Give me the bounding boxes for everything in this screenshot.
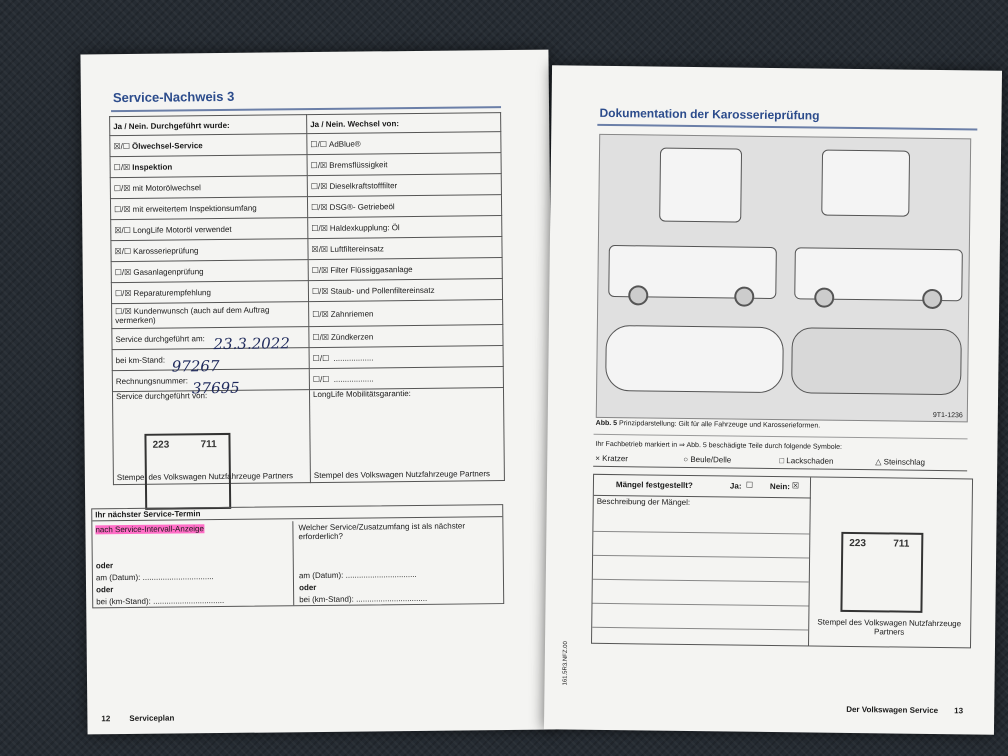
page-number: 12 — [101, 714, 111, 724]
checkbox-icon: ☐/☒ — [114, 267, 132, 277]
next-question: Welcher Service/Zusatzumfang ist als nächster erforderlich? — [298, 521, 466, 542]
legend-dent: ○ Beule/Delle — [683, 454, 732, 465]
van-top-view — [605, 325, 784, 393]
nein-checkbox[interactable]: ☒ — [791, 481, 800, 491]
wheel-icon — [922, 289, 942, 309]
title-rule — [597, 124, 977, 131]
checkbox-row[interactable]: ☐/☒ Zündkerzen — [309, 325, 503, 348]
wheel-icon — [734, 287, 754, 307]
next-service-box — [91, 504, 504, 608]
defects-question-row: Mängel festgestellt? Ja: ☐ Nein: ☒ — [594, 475, 811, 499]
van-underbody-view — [791, 327, 962, 395]
left-page — [80, 50, 555, 735]
description-lines — [592, 508, 809, 631]
checkbox-row[interactable]: ☐/☒ mit erweitertem Inspektionsumfang — [110, 197, 307, 220]
legend-scratch: × Kratzer — [595, 453, 629, 464]
checkbox-icon: ☐/☐ — [312, 353, 330, 363]
checkbox-row[interactable]: ☐/☒ Inspektion — [110, 155, 307, 178]
checkbox-icon: ☐/☒ — [312, 309, 329, 319]
right-page — [544, 65, 1002, 734]
circle-icon: ○ — [683, 454, 689, 464]
checkbox-row[interactable]: ☒/☐ Ölwechsel-Service — [110, 134, 307, 157]
legend-stone: △ Steinschlag — [875, 457, 926, 467]
checkbox-icon: ☐/☒ — [114, 204, 131, 214]
oder-label: oder — [95, 561, 114, 571]
longlife-cell[interactable]: LongLife Mobilitätsgarantie: Stempel des Volkswagen Nutzfahrzeuge Partners — [309, 388, 504, 483]
next-service-header: Ihr nächster Service-Termin — [92, 505, 502, 521]
defects-box — [591, 474, 973, 649]
date-field[interactable]: am (Datum): ................................ — [95, 572, 214, 583]
vehicle-diagram — [596, 134, 971, 423]
page-section: Serviceplan — [129, 713, 175, 723]
checkbox-row[interactable]: ☐/☒ Bremsflüssigkeit — [307, 153, 501, 176]
col1-header: Ja / Nein. Durchgeführt wurde: — [110, 115, 307, 136]
checkbox-row[interactable]: ☒/☐ LongLife Motoröl verwendet — [111, 218, 308, 241]
wheel-icon — [814, 287, 834, 307]
invoice-cell[interactable]: Rechnungsnummer: — [112, 369, 309, 392]
checkbox-row[interactable]: ☐/☒ DSG®- Getriebeöl — [307, 195, 501, 218]
handwritten-invoice: 37695 — [191, 378, 240, 398]
handwritten-km: 97267 — [171, 357, 220, 376]
checkbox-row[interactable]: ☐/☐ .................. — [309, 367, 503, 390]
dealer-stamp: 223 711 — [840, 532, 923, 613]
legend-paint: □ Lackschaden — [779, 456, 834, 466]
triangle-icon: △ — [875, 457, 882, 467]
checkbox-icon: ☒/☐ — [114, 225, 131, 235]
checkbox-icon: ☐/☐ — [312, 374, 330, 384]
checkbox-row[interactable]: ☒/☒ Luftfiltereinsatz — [308, 237, 502, 260]
service-date-cell[interactable]: Service durchgeführt am: — [112, 327, 309, 350]
page-title: Dokumentation der Karosserieprüfung — [599, 105, 820, 123]
service-table — [109, 112, 505, 485]
checkbox-row[interactable]: ☐/☒ mit Motorölwechsel — [110, 176, 307, 199]
checkbox-row[interactable]: ☒/☐ Karosserieprüfung — [111, 239, 308, 262]
next-interval-option[interactable]: nach Service-Intervall-Anzeige — [95, 524, 204, 535]
col2-header: Ja / Nein. Wechsel von: — [307, 113, 501, 134]
page-title: Service-Nachweis 3 — [112, 88, 235, 106]
checkbox-row[interactable]: ☐/☒ Gasanlagenprüfung — [111, 260, 308, 283]
title-rule — [111, 106, 501, 112]
figure-caption: Abb. 5 Prinzipdarstellung: Gilt für alle Fahrzeuge und Karosserieformen. — [595, 419, 821, 430]
performed-by-cell[interactable]: Service durchgeführt von: Stempel des Volkswagen Nutzfahrzeuge Partners — [112, 390, 310, 485]
date-field[interactable]: am (Datum): ................................ — [298, 569, 417, 581]
checkbox-row[interactable]: ☐/☒ Filter Flüssiggasanlage — [308, 258, 502, 281]
checkbox-icon: ☐/☒ — [312, 332, 330, 342]
divider — [292, 521, 294, 605]
checkbox-icon: ☐/☒ — [311, 286, 329, 296]
checkbox-icon: ☐/☒ — [311, 265, 329, 275]
km-field[interactable]: bei (km-Stand): ................................ — [96, 595, 225, 607]
legend-intro: Ihr Fachbetrieb markiert in ⇒ Abb. 5 beschädigte Teile durch folgende Symbole: — [595, 440, 843, 451]
checkbox-icon: ☐/☐ — [310, 139, 328, 149]
ja-checkbox[interactable]: ☐ — [745, 480, 754, 490]
checkbox-icon: ☐/☒ — [311, 223, 328, 233]
checkbox-icon: ☐/☒ — [114, 288, 132, 298]
cross-icon: × — [595, 453, 601, 463]
checkbox-icon: ☐/☒ — [310, 181, 328, 191]
km-field[interactable]: bei (km-Stand): ................................ — [299, 593, 428, 605]
checkbox-icon: ☐/☒ — [113, 162, 131, 172]
km-cell[interactable]: bei km-Stand: — [112, 348, 309, 371]
footer-brand: Der Volkswagen Service — [846, 704, 939, 716]
checkbox-icon: ☐/☒ — [311, 202, 328, 212]
oder-label: oder — [96, 585, 114, 595]
checkbox-row[interactable]: ☐/☒ Haldexkupplung: Öl — [308, 216, 502, 239]
dealer-stamp: 223 711 — [144, 433, 231, 510]
checkbox-row[interactable]: ☐/☒ Staub- und Pollenfiltereinsatz — [308, 279, 502, 302]
van-front-view — [659, 148, 742, 223]
page-number: 13 — [954, 706, 964, 716]
checkbox-row[interactable]: ☐/☐ AdBlue® — [307, 132, 501, 155]
divider — [594, 434, 968, 440]
figure-code: 9T1-1236 — [932, 411, 963, 420]
side-code: 161.5R3.NFZ.00 — [562, 641, 570, 686]
square-icon: □ — [779, 456, 785, 466]
checkbox-icon: ☐/☒ — [115, 306, 132, 317]
van-rear-view — [821, 150, 910, 217]
oder-label: oder — [299, 583, 317, 593]
checkbox-row[interactable]: ☐/☐ .................. — [309, 346, 503, 369]
checkbox-row[interactable]: ☐/☒ Zahnriemen — [309, 300, 503, 327]
checkbox-icon: ☒/☐ — [114, 246, 132, 256]
checkbox-icon: ☒/☒ — [311, 244, 329, 254]
defects-description[interactable]: Beschreibung der Mängel: — [592, 495, 811, 646]
wheel-icon — [628, 285, 648, 305]
checkbox-row[interactable]: ☐/☒ Kundenwunsch (auch auf dem Auftrag vermerken) — [112, 302, 309, 329]
checkbox-icon: ☒/☐ — [113, 141, 131, 151]
checkbox-icon: ☐/☒ — [310, 160, 328, 170]
checkbox-row[interactable]: ☐/☒ Dieselkraftstofffilter — [307, 174, 501, 197]
checkbox-icon: ☐/☒ — [113, 183, 131, 193]
stamp-label: Stempel des Volkswagen Nutzfahrzeuge Partners — [817, 617, 962, 637]
checkbox-row[interactable]: ☐/☒ Reparaturempfehlung — [111, 281, 308, 304]
handwritten-date: 23.3.2022 — [213, 334, 290, 354]
